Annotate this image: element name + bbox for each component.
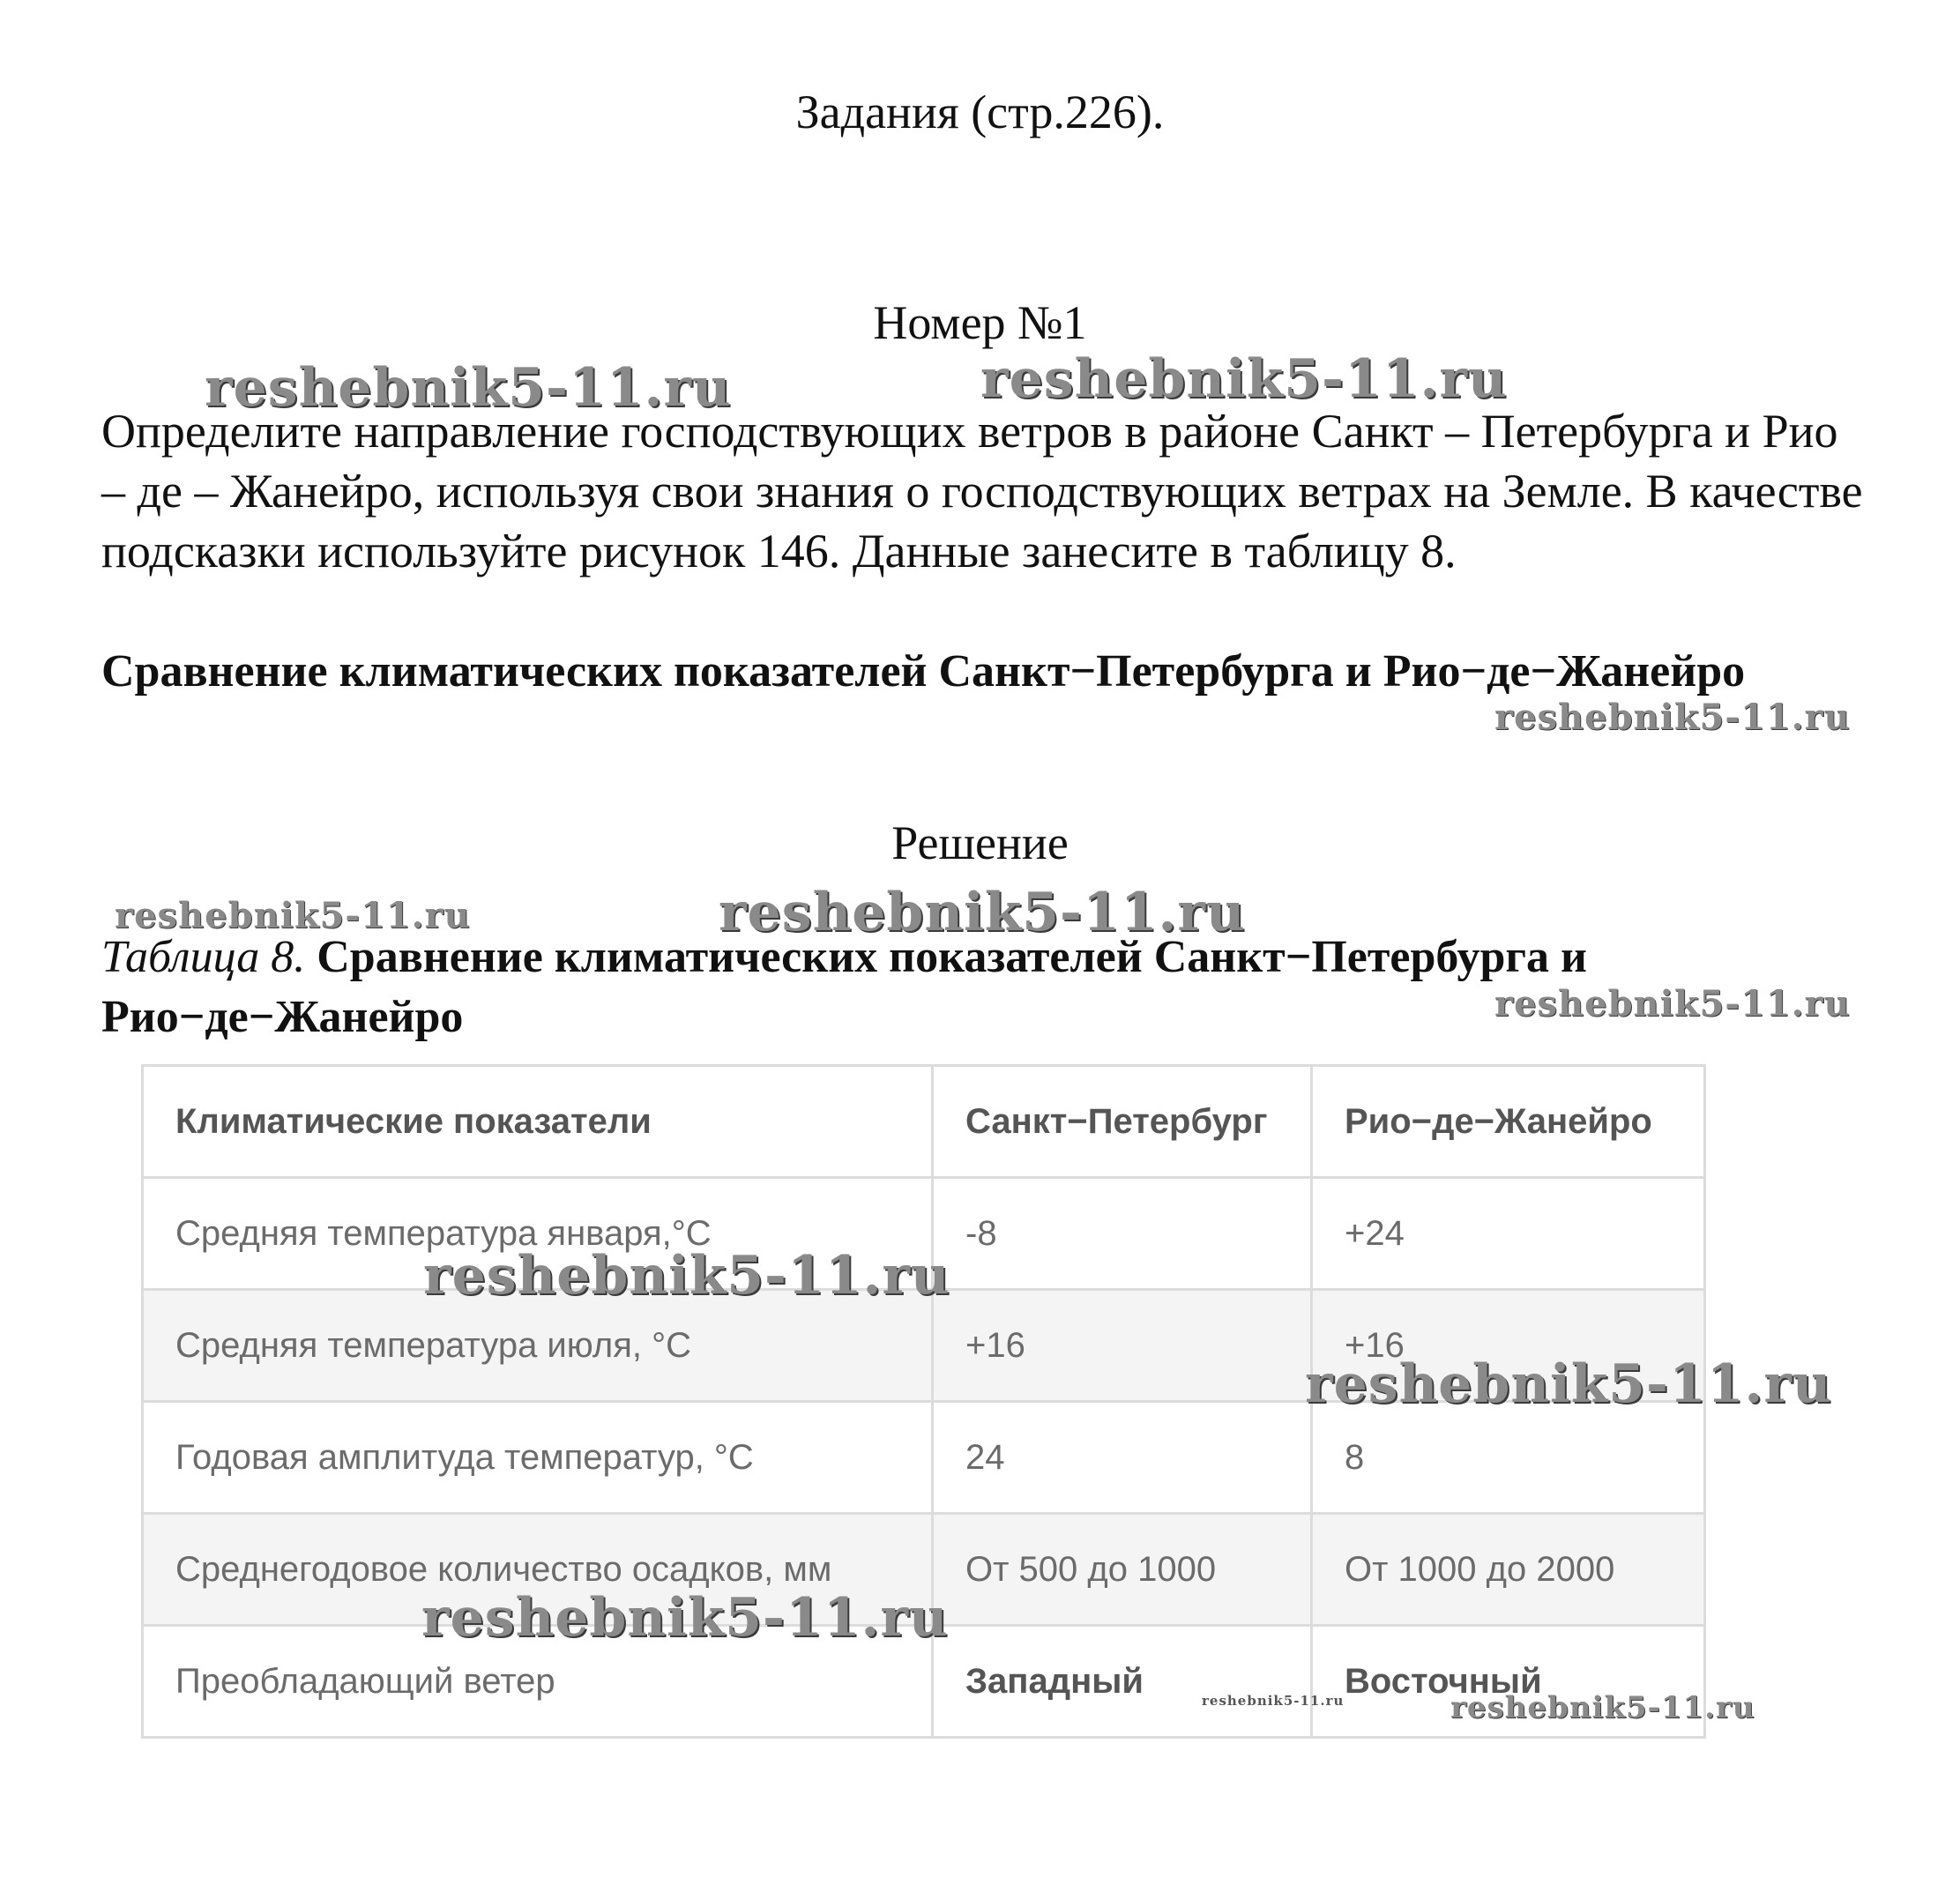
table-caption-prefix: Таблица 8. — [101, 932, 306, 982]
cell-saint-petersburg: 24 — [933, 1402, 1312, 1514]
watermark: reshebnik5-11.ru — [1305, 1353, 1832, 1415]
watermark: reshebnik5-11.ru — [115, 895, 471, 936]
watermark: reshebnik5-11.ru — [719, 882, 1246, 943]
header-indicators: Климатические показатели — [143, 1066, 933, 1178]
watermark: reshebnik5-11.ru — [980, 348, 1508, 410]
table-caption-text: Сравнение климатических показателей Санкт−Петербурга и Рио−де−Жанейро — [101, 932, 1587, 1042]
cell-rio: +24 — [1312, 1178, 1705, 1290]
cell-saint-petersburg: От 500 до 1000 — [933, 1514, 1312, 1626]
header-rio: Рио−де−Жанейро — [1312, 1066, 1705, 1178]
row-label: Средняя температура января,°С — [143, 1178, 933, 1290]
watermark: reshebnik5-11.ru — [1494, 697, 1851, 738]
task-number: Номер №1 — [873, 296, 1087, 349]
cell-rio: От 1000 до 2000 — [1312, 1514, 1705, 1626]
watermark: reshebnik5-11.ru — [421, 1587, 949, 1649]
cell-rio: Восточный — [1312, 1626, 1705, 1738]
task-text: Определите направление господствующих ветров в районе Санкт – Петербурга и Рио – де – Жанейро, используя свои знания о господствующих ветрах на Земле. В качестве подсказки используйте рисунок 146. Данные занесите в таблицу 8. — [101, 405, 1863, 577]
table-row — [143, 1402, 1705, 1514]
row-label: Средняя температура июля, °С — [143, 1290, 933, 1402]
solution-label: Решение — [891, 816, 1069, 869]
watermark: reshebnik5-11.ru — [423, 1245, 950, 1307]
cell-rio: 8 — [1312, 1402, 1705, 1514]
watermark: reshebnik5-11.ru — [1202, 1693, 1345, 1709]
watermark: reshebnik5-11.ru — [1450, 1690, 1755, 1725]
watermark: reshebnik5-11.ru — [205, 357, 732, 419]
row-label: Годовая амплитуда температур, °С — [143, 1402, 933, 1514]
table-header-row — [143, 1066, 1705, 1178]
cell-saint-petersburg: Западный — [933, 1626, 1312, 1738]
watermark: reshebnik5-11.ru — [1494, 983, 1851, 1024]
row-label: Среднегодовое количество осадков, мм — [143, 1514, 933, 1626]
task-table-title: Сравнение климатических показателей Санкт−Петербурга и Рио−де−Жанейро — [101, 646, 1746, 697]
header-saint-petersburg: Санкт−Петербург — [933, 1066, 1312, 1178]
row-label: Преобладающий ветер — [143, 1626, 933, 1738]
tasks-title: Задания (стр.226). — [795, 86, 1165, 138]
cell-rio: +16 — [1312, 1290, 1705, 1402]
cell-saint-petersburg: -8 — [933, 1178, 1312, 1290]
cell-saint-petersburg: +16 — [933, 1290, 1312, 1402]
